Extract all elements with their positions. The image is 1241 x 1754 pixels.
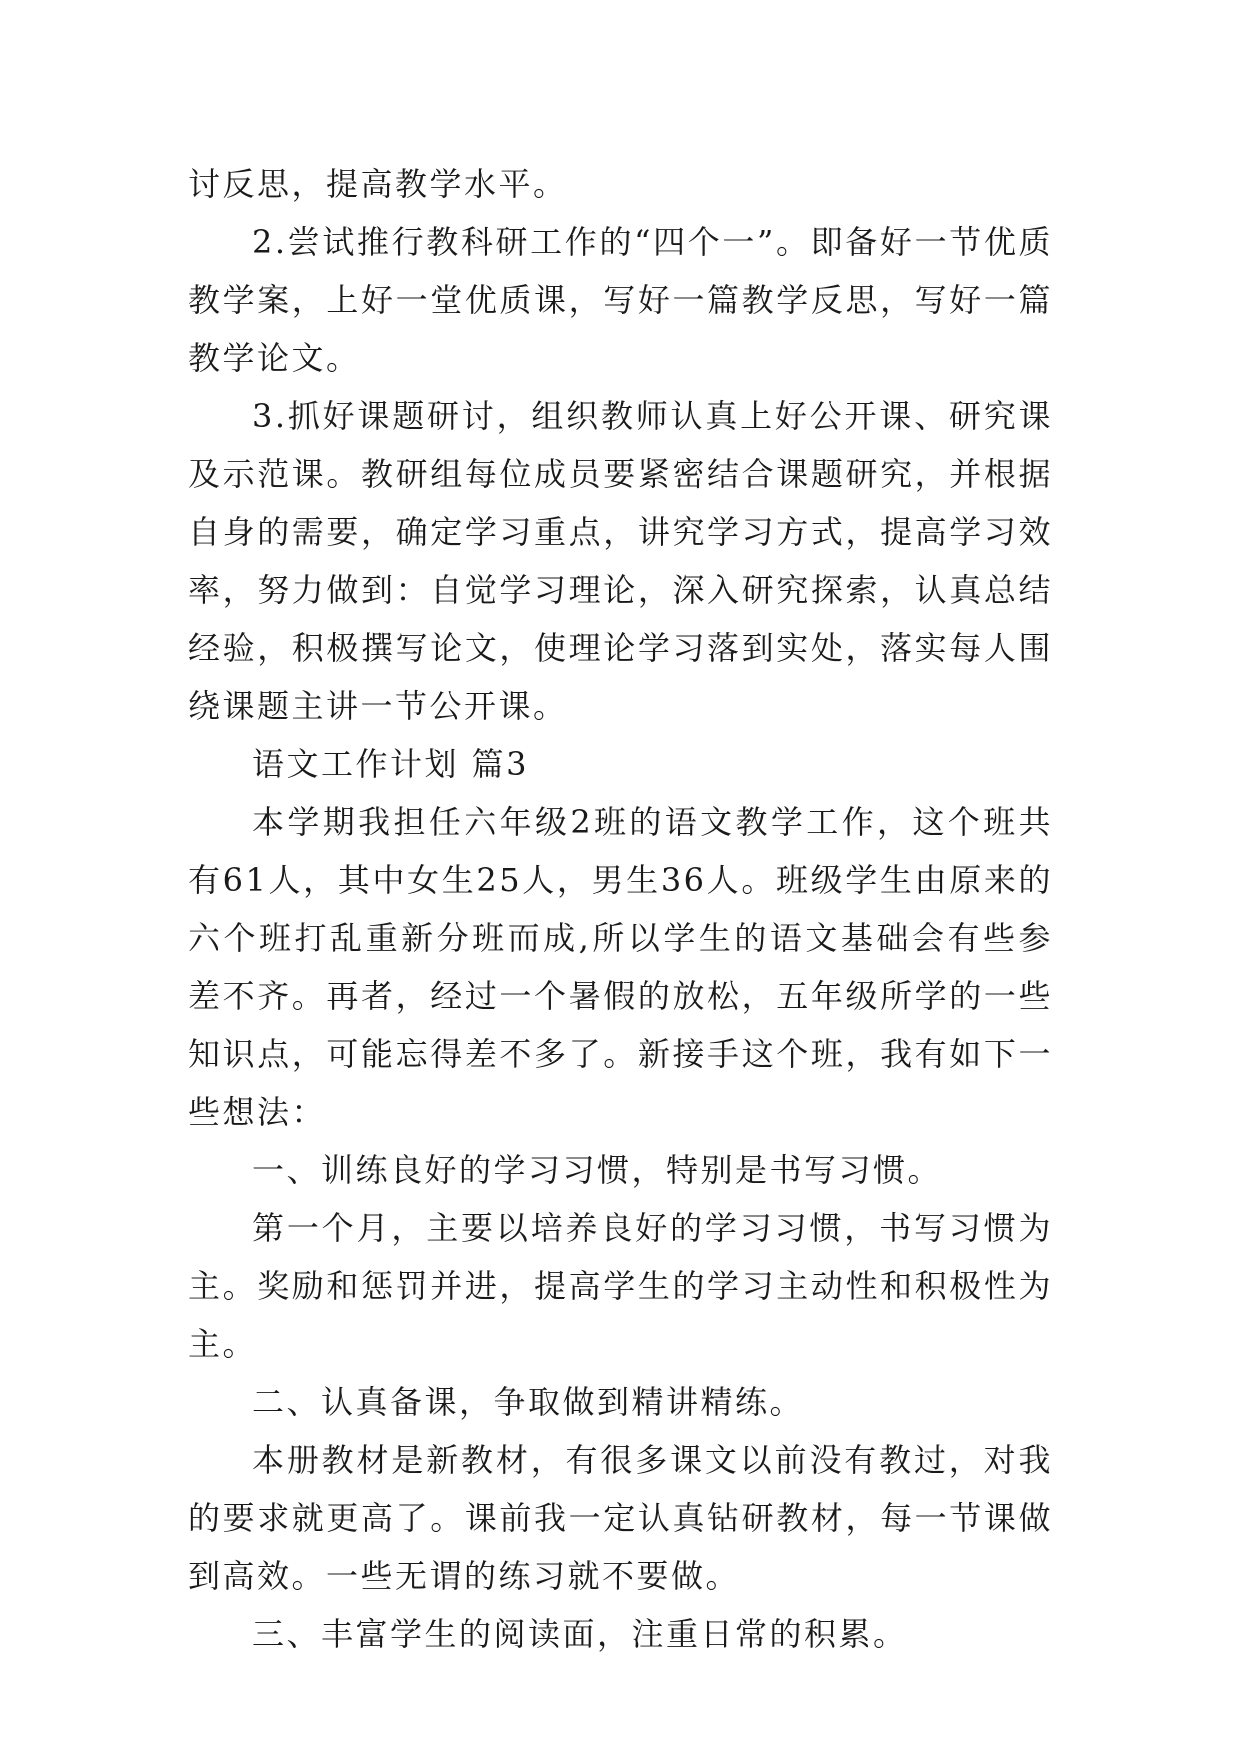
paragraph-lesson-prep: 本册教材是新教材，有很多课文以前没有教过，对我的要求就更高了。课前我一定认真钻研教材，每一节课做到高效。一些无谓的练习就不要做。 [188,1441,1053,1595]
section-heading: 语文工作计划 篇3 [252,745,530,783]
paragraph-habits: 第一个月，主要以培养良好的学习习惯，书写习惯为主。奖励和惩罚并进，提高学生的学习主动性和积极性为主。 [188,1209,1053,1363]
subheading-2: 二、认真备课，争取做到精讲精练。 [252,1383,805,1421]
subheading-1: 一、训练良好的学习习惯，特别是书写习惯。 [252,1151,943,1189]
paragraph-item-2: 2.尝试推行教科研工作的“四个一”。即备好一节优质教学案，上好一堂优质课，写好一篇教学反思，写好一篇教学论文。 [188,223,1053,377]
document-body [188,155,1053,1663]
paragraph-continuation: 讨反思，提高教学水平。 [188,165,568,203]
paragraph-intro: 本学期我担任六年级2班的语文教学工作，这个班共有61人，其中女生25人，男生36人。班级学生由原来的六个班打乱重新分班而成,所以学生的语文基础会有些参差不齐。再者，经过一个暑假的放松，五年级所学的一些知识点，可能忘得差不多了。新接手这个班，我有如下一些想法： [188,803,1053,1131]
paragraph-item-3: 3.抓好课题研讨，组织教师认真上好公开课、研究课及示范课。教研组每位成员要紧密结合课题研究，并根据自身的需要，确定学习重点，讲究学习方式，提高学习效率，努力做到：自觉学习理论，深入研究探索，认真总结经验，积极撰写论文，使理论学习落到实处，落实每人围绕课题主讲一节公开课。 [188,397,1053,725]
subheading-3: 三、丰富学生的阅读面，注重日常的积累。 [252,1615,908,1653]
